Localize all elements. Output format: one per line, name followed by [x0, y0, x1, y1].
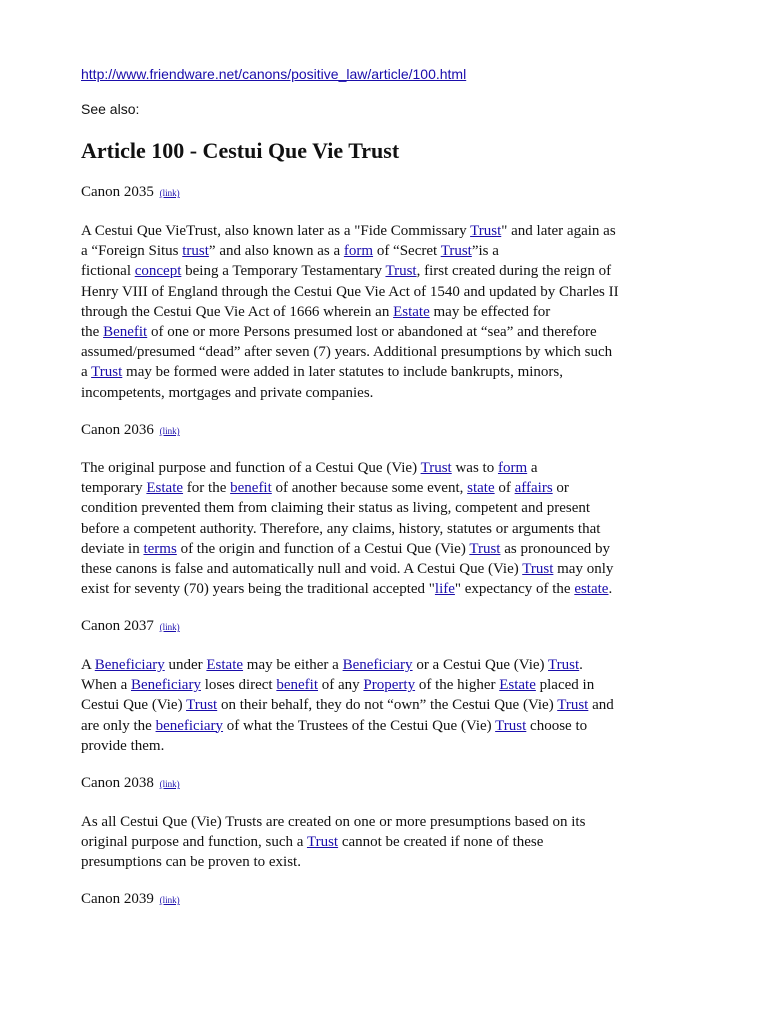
- glossary-link[interactable]: form: [497, 460, 528, 476]
- paragraph-line: [81, 519, 693, 539]
- paragraph-line: [81, 675, 693, 695]
- paragraph-line: [81, 736, 693, 756]
- canon-heading: [81, 184, 180, 201]
- paragraph-text: of the higher: [415, 677, 500, 694]
- paragraph-text: , first created during the reign of: [416, 263, 612, 280]
- glossary-link[interactable]: form: [343, 243, 374, 260]
- canon-paragraph: [81, 812, 693, 873]
- paragraph-text: original purpose and function, such a: [81, 834, 307, 851]
- paragraph-text: choose to: [526, 717, 588, 734]
- glossary-link[interactable]: Beneficiary: [94, 657, 165, 673]
- paragraph-text: Cestui Que (Vie): [81, 697, 187, 714]
- glossary-link[interactable]: affairs: [514, 480, 553, 497]
- paragraph-line: [81, 221, 693, 241]
- glossary-link[interactable]: Trust: [548, 657, 580, 673]
- glossary-link[interactable]: Beneficiary: [342, 657, 413, 673]
- paragraph-line: [81, 261, 693, 281]
- paragraph-text: are only the: [81, 717, 156, 734]
- paragraph-text: of the origin and function of a Cestui Que (Vie): [176, 540, 470, 557]
- article-title: Article 100 - Cestui Que Vie Trust: [81, 138, 400, 163]
- paragraph-text: was to: [451, 460, 498, 476]
- paragraph-text: The original purpose and function of a Cestui Que (Vie): [81, 460, 421, 476]
- paragraph-text: deviate in: [81, 540, 144, 557]
- glossary-link[interactable]: trust: [182, 243, 209, 260]
- paragraph-text: cannot be created if none of these: [338, 834, 544, 851]
- paragraph-line: [81, 655, 693, 675]
- paragraph-text: a: [81, 364, 92, 381]
- paragraph-line: [81, 579, 693, 599]
- paragraph-line: [81, 458, 693, 478]
- glossary-link[interactable]: Estate: [499, 677, 536, 694]
- paragraph-line: [81, 812, 693, 832]
- canon-label: Canon 2037: [81, 618, 154, 634]
- glossary-link[interactable]: Trust: [469, 540, 501, 557]
- glossary-link[interactable]: Trust: [420, 460, 452, 476]
- paragraph-line: [81, 559, 693, 579]
- canon-heading: [81, 891, 180, 908]
- paragraph-text: incompetents, mortgages and private companies.: [81, 384, 374, 401]
- canon-label: Canon 2035: [81, 184, 154, 200]
- paragraph-line: [81, 302, 693, 322]
- paragraph-text: as pronounced by: [500, 540, 611, 557]
- see-also-label: See also:: [81, 101, 140, 117]
- paragraph-text: " expectancy of the: [454, 581, 575, 598]
- paragraph-text: A: [81, 657, 95, 673]
- paragraph-text: of: [494, 480, 515, 497]
- paragraph-text: may be effected for: [429, 303, 551, 320]
- paragraph-text: exist for seventy (70) years being the traditional accepted ": [81, 581, 435, 598]
- paragraph-text: before a competent authority. Therefore, any claims, history, statutes or arguments that: [81, 520, 601, 537]
- canon-label: Canon 2036: [81, 422, 154, 438]
- paragraph-text: of “Secret: [373, 243, 441, 260]
- canon-paragraph: [81, 221, 693, 403]
- glossary-link[interactable]: concept: [134, 263, 182, 280]
- canon-paragraph: [81, 458, 693, 599]
- paragraph-text: loses direct: [200, 677, 277, 694]
- paragraph-text: a: [527, 460, 538, 476]
- glossary-link[interactable]: Trust: [495, 717, 527, 734]
- glossary-link[interactable]: Estate: [206, 657, 244, 673]
- canon-label: Canon 2038: [81, 775, 154, 791]
- paragraph-text: condition prevented them from claiming their status as living, competent and present: [81, 500, 591, 517]
- canon-heading: [81, 775, 180, 792]
- canon-heading: [81, 618, 180, 635]
- canon-link[interactable]: (link): [159, 426, 180, 436]
- glossary-link[interactable]: Estate: [146, 480, 184, 497]
- glossary-link[interactable]: Benefit: [103, 323, 148, 340]
- paragraph-text: When a: [81, 677, 131, 694]
- paragraph-text: of another because some event,: [271, 480, 468, 497]
- paragraph-text: these canons is false and automatically null and void. A Cestui Que (Vie): [81, 560, 523, 577]
- glossary-link[interactable]: Beneficiary: [130, 677, 201, 694]
- paragraph-line: [81, 362, 693, 382]
- paragraph-line: [81, 383, 693, 403]
- paragraph-text: fictional: [81, 263, 135, 280]
- paragraph-line: [81, 282, 693, 302]
- paragraph-line: [81, 241, 693, 261]
- glossary-link[interactable]: life: [434, 581, 455, 598]
- glossary-link[interactable]: estate: [574, 581, 609, 598]
- paragraph-text: being a Temporary Testamentary: [181, 263, 386, 280]
- paragraph-text: a “Foreign Situs: [81, 243, 183, 260]
- glossary-link[interactable]: Trust: [440, 243, 472, 260]
- paragraph-text: or a Cestui Que (Vie): [412, 657, 549, 673]
- paragraph-text: for the: [183, 480, 231, 497]
- paragraph-text: may be either a: [243, 657, 343, 673]
- paragraph-text: of one or more Persons presumed lost or abandoned at “sea” and therefore: [147, 323, 597, 340]
- paragraph-text: ”is a: [471, 243, 499, 260]
- canon-link[interactable]: (link): [159, 895, 180, 905]
- paragraph-text: .: [579, 657, 583, 673]
- canon-heading: [81, 422, 180, 439]
- paragraph-text: ” and also known as a: [208, 243, 344, 260]
- paragraph-text: presumptions can be proven to exist.: [81, 854, 301, 871]
- paragraph-text: may be formed were added in later statutes to include bankrupts, minors,: [122, 364, 563, 381]
- source-url-link[interactable]: http://www.friendware.net/canons/positive_law/article/100.html: [81, 66, 467, 82]
- canon-link[interactable]: (link): [159, 188, 180, 198]
- glossary-link[interactable]: Trust: [306, 834, 339, 851]
- canon-paragraph: [81, 655, 693, 756]
- paragraph-text: under: [164, 657, 207, 673]
- canon-label: Canon 2039: [81, 891, 154, 907]
- paragraph-text: provide them.: [81, 737, 165, 754]
- glossary-link[interactable]: Trust: [522, 560, 554, 577]
- paragraph-line: [81, 498, 693, 518]
- paragraph-text: temporary: [81, 480, 147, 497]
- paragraph-text: through the Cestui Que Vie Act of 1666 wherein an: [81, 303, 394, 320]
- glossary-link[interactable]: Trust: [557, 697, 589, 714]
- glossary-link[interactable]: Trust: [186, 697, 218, 714]
- paragraph-text: or: [552, 480, 569, 497]
- paragraph-text: " and later again as: [501, 223, 616, 239]
- paragraph-line: [81, 478, 693, 498]
- paragraph-text: As all Cestui Que (Vie) Trusts are created on one or more presumptions based on its: [81, 814, 586, 830]
- paragraph-text: A Cestui Que VieTrust, also known later as a "Fide Commissary: [81, 223, 471, 239]
- glossary-link[interactable]: beneficiary: [155, 717, 224, 734]
- glossary-link[interactable]: Property: [363, 677, 416, 694]
- canon-link[interactable]: (link): [159, 779, 180, 789]
- glossary-link[interactable]: Estate: [393, 303, 430, 320]
- paragraph-line: [81, 539, 693, 559]
- paragraph-line: [81, 342, 693, 362]
- paragraph-text: .: [608, 581, 613, 598]
- glossary-link[interactable]: benefit: [276, 677, 319, 694]
- paragraph-line: [81, 716, 693, 736]
- glossary-link[interactable]: Trust: [385, 263, 417, 280]
- paragraph-text: of any: [318, 677, 364, 694]
- canon-link[interactable]: (link): [159, 622, 180, 632]
- paragraph-text: may only: [553, 560, 614, 577]
- paragraph-line: [81, 852, 693, 872]
- paragraph-text: assumed/presumed “dead” after seven (7) years. Additional presumptions by which such: [81, 344, 613, 361]
- glossary-link[interactable]: terms: [143, 540, 177, 557]
- paragraph-line: [81, 322, 693, 342]
- glossary-link[interactable]: state: [467, 480, 495, 497]
- paragraph-text: of what the Trustees of the Cestui Que (Vie): [223, 717, 496, 734]
- paragraph-line: [81, 695, 693, 715]
- glossary-link[interactable]: Trust: [470, 223, 502, 239]
- glossary-link[interactable]: Trust: [91, 364, 123, 381]
- paragraph-text: the: [81, 323, 104, 340]
- paragraph-text: placed in: [535, 677, 595, 694]
- paragraph-text: on their behalf, they do not “own” the Cestui Que (Vie): [217, 697, 558, 714]
- paragraph-text: and: [588, 697, 614, 714]
- glossary-link[interactable]: benefit: [230, 480, 272, 497]
- paragraph-line: [81, 832, 693, 852]
- paragraph-text: Henry VIII of England through the Cestui Que Vie Act of 1540 and updated by Charles II: [81, 283, 619, 300]
